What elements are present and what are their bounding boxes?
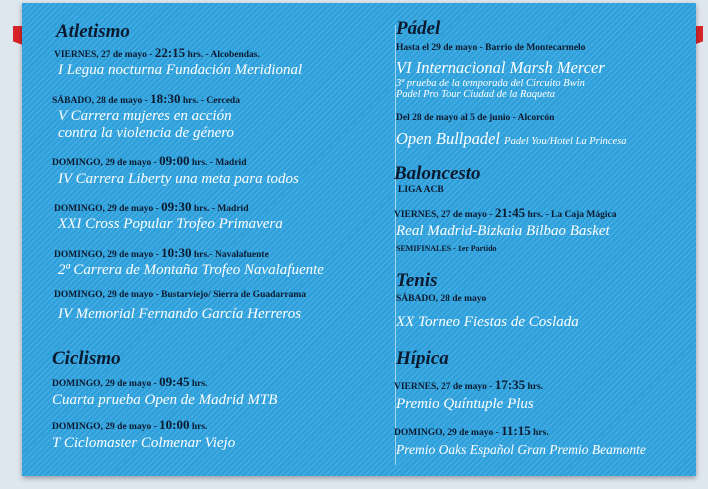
event-meta: DOMINGO, 29 de mayo - 09:30 hrs. - Madrid (54, 199, 249, 214)
league-label: LIGA ACB (398, 185, 444, 195)
event-meta: VIERNES, 27 de mayo - 21:45 hrs. - La Caja Mágica (394, 205, 617, 220)
hipica-heading: Hípica (396, 348, 449, 369)
event-name: IV Carrera Liberty una meta para todos (58, 171, 299, 187)
event-name: 2ª Carrera de Montaña Trofeo Navalafuente (58, 262, 324, 278)
event-meta: DOMINGO, 29 de mayo - 09:00 hrs. - Madrid (52, 153, 247, 168)
event-meta: Del 28 de mayo al 5 de junio - Alcorcón (396, 113, 555, 123)
event-name: VI Internacional Marsh Mercer (396, 58, 605, 77)
stage-label: SEMIFINALES - 1er Partido (396, 244, 497, 253)
tenis-heading: Tenis (396, 270, 438, 291)
event-name-cont: contra la violencia de género (58, 125, 235, 141)
event-name: XX Torneo Fiestas de Coslada (396, 314, 579, 330)
event-name: XXI Cross Popular Trofeo Primavera (58, 216, 283, 232)
event-meta: DOMINGO, 29 de mayo - Bustarviejo/ Sierra de Guadarrama (54, 290, 306, 300)
event-name: Real Madrid-Bizkaia Bilbao Basket (396, 223, 610, 239)
event-name: Cuarta prueba Open de Madrid MTB (52, 392, 278, 408)
event-meta: DOMINGO, 29 de mayo - 10:30 hrs.- Navalafuente (54, 245, 269, 260)
baloncesto-heading: Baloncesto (394, 163, 481, 184)
event-name: Premio Quíntuple Plus (396, 396, 534, 412)
event-name: IV Memorial Fernando García Herreros (58, 306, 302, 322)
event-meta: DOMINGO, 29 de mayo - 10:00 hrs. (52, 417, 208, 432)
event-meta: SÁBADO, 28 de mayo - 18:30 hrs. - Cerceda (52, 91, 240, 106)
event-meta: VIERNES, 27 de mayo - 17:35 hrs. (394, 377, 544, 392)
ciclismo-heading: Ciclismo (52, 348, 121, 369)
event-meta: VIERNES, 27 de mayo - 22:15 hrs. - Alcobendas. (54, 45, 260, 60)
event-name: V Carrera mujeres en acción (58, 108, 232, 124)
padel-heading: Pádel (396, 18, 441, 39)
event-name: Open Bullpadel Padel You/Hotel La Princesa (396, 129, 627, 148)
event-note-cont: Padel Pro Tour Ciudad de la Raqueta (396, 89, 556, 100)
event-note: 3ª prueba de la temporada del Circuito Bwin (396, 78, 585, 89)
events-panel (22, 3, 696, 476)
event-name: Premio Oaks Español Gran Premio Beamonte (396, 442, 646, 457)
event-meta: DOMINGO, 29 de mayo - 11:15 hrs. (394, 423, 549, 438)
event-meta: SÁBADO, 28 de mayo (396, 294, 487, 304)
atletismo-heading: Atletismo (56, 21, 130, 42)
event-name: T Ciclomaster Colmenar Viejo (52, 435, 236, 451)
event-meta: Hasta el 29 de mayo - Barrio de Montecarmelo (396, 43, 586, 53)
event-name: I Legua nocturna Fundación Meridional (58, 62, 303, 78)
event-meta: DOMINGO, 29 de mayo - 09:45 hrs. (52, 374, 208, 389)
